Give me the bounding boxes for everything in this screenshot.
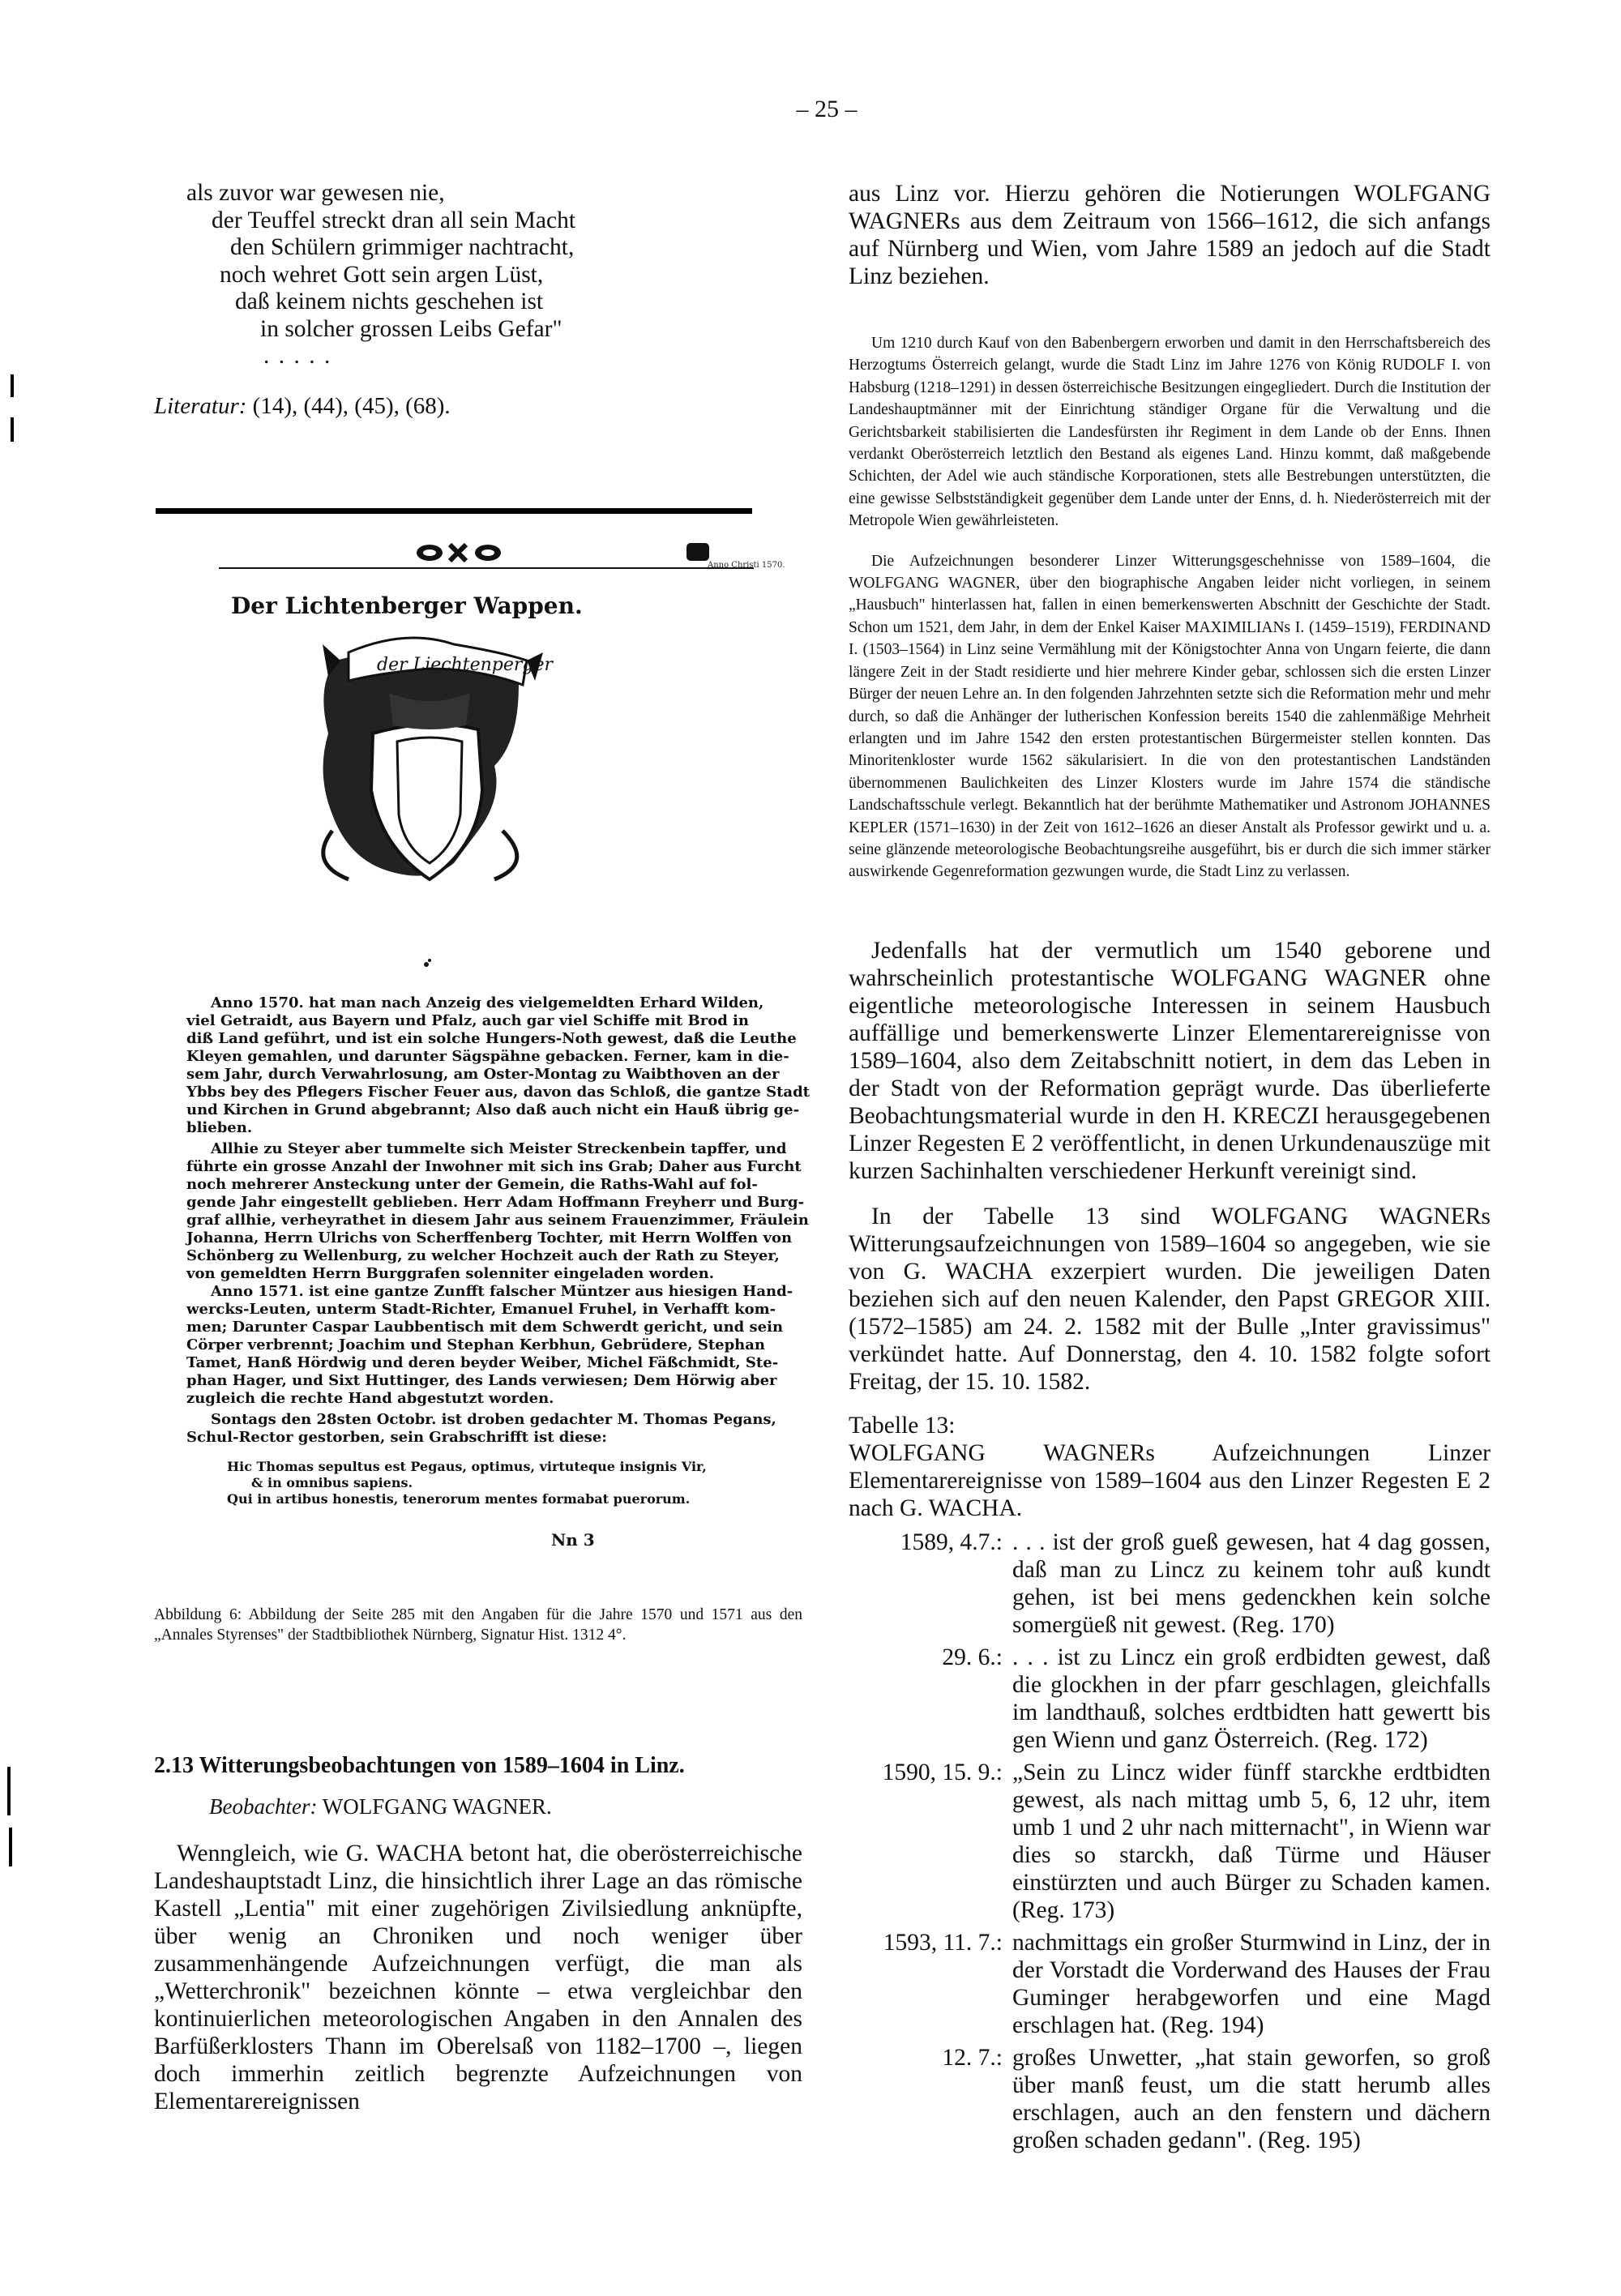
poem-line: der Teuffel streckt dran all sein Macht [212,207,576,233]
divider-rule [156,508,752,514]
banner-text: der Liechtenperger [377,655,554,675]
scan-line: noch mehrerer Ansteckung unter der Gemein, die Raths-Wahl auf fol- [186,1176,758,1193]
right-intro [849,180,1491,290]
scan-dot [424,962,429,967]
scan-line: Schönberg zu Wellenburg, zu welcher Hochzeit auch der Rath zu Steyer, [186,1247,780,1264]
scan-line: blieben. [186,1119,253,1136]
entry-text: nachmittags ein großer Sturmwind in Linz, der in der Vorstadt die Vorderwand des Hauses der Frau Guminger herabgeworfen und eine Magd erschlagen hat. (Reg. 194) [1012,1930,1491,2038]
margin-mark [11,417,14,442]
scan-line: Anno 1571. ist eine gantze Zunfft falscher Müntzer aus hiesigen Hand- [211,1283,793,1300]
left-column-text [154,1840,802,2115]
scan-line: Allhie zu Steyer aber tummelte sich Meister Streckenbein tapffer, und [211,1140,787,1157]
scan-line: Cörper verbrennt; Joachim und Stephan Kerbhun, Gebrüdere, Stephan [186,1336,766,1353]
scanned-annales-page [186,523,810,1576]
scan-line: gende Jahr eingestellt geblieben. Herr Adam Hoffmann Freyherr und Burg- [186,1194,805,1211]
paragraph: aus Linz vor. Hierzu gehören die Notierungen WOLFGANG WAGNERs aus dem Zeitraum von 1566–1612, die sich anfangs auf Nürnberg und Wien, vom Jahre 1589 an jedoch auf die Stadt Linz beziehen. [849,181,1491,289]
table-title: WOLFGANG WAGNERs Aufzeichnungen Linzer Elementarereignisse von 1589–1604 aus den Linzer Regesten E 2 nach G. WACHA. [849,1440,1491,1521]
page-number: – 25 – [796,96,858,122]
scan-line: Tamet, Hanß Hördwig und deren beyder Weiber, Michel Fäßchmidt, Ste- [186,1354,779,1371]
table-row [849,1644,1491,1759]
scan-line: Ybbs bey des Pflegers Fischer Feuer aus, davon das Schloß, die gantze Stadt [186,1084,810,1101]
poem-line: . . . . . [263,343,332,369]
literature-refs: (14), (44), (45), (68). [246,393,451,419]
figure-caption: Abbildung 6: Abbildung der Seite 285 mit den Angaben für die Jahre 1570 und 1571 aus den „Annales Styrenses" der Stadtbibliothek Nürnberg, Signatur Hist. 1312 4°. [154,1606,802,1644]
entry-text: . . . ist der groß gueß gewesen, hat 4 dag gossen, daß man zu Lincz zu keinem tohr auß kundt gehen, ist bei mens gedenckhen kein solche somergüeß nit gewest. (Reg. 170) [1012,1529,1491,1638]
entry-date: 12. 7.: [942,2045,1003,2071]
table-row [849,2044,1491,2159]
poem-line: noch wehret Gott sein argen Lüst, [220,261,544,288]
poem-line: in solcher grossen Leibs Gefar" [260,315,562,342]
scan-svg [186,523,810,1576]
scan-line: Anno 1570. hat man nach Anzeig des vielgemeldten Erhard Wilden, [211,994,764,1011]
margin-note: Anno Christi 1570. [708,561,785,570]
entry-text: „Sein zu Lincz wider fünff starckhe erdtbidten gewest, als nach mittag umb 5, 6, 12 uhr, item umb 1 und 2 uhr nach mitternacht", in Wienn war dies so starckh, daß Türme und Häuser einstürzten und auch Bürger zu Schaden kamen. (Reg. 173) [1012,1759,1491,1923]
poem-block [186,180,673,370]
scan-line: viel Getraidt, aus Bayern und Pfalz, auch gar viel Schiffe mit Brod in [186,1012,749,1029]
scan-line: Schul-Rector gestorben, sein Grabschrifft ist diese: [186,1429,607,1446]
table-row [849,1929,1491,2044]
poem-line: daß keinem nichts geschehen ist [235,289,544,314]
scan-catchword: Nn 3 [551,1530,595,1550]
small-paragraph: Die Aufzeichnungen besonderer Linzer Witterungsgeschehnisse von 1589–1604, die WOLFGANG WAGNER, über den biographische Angaben leider nicht vorliegen, in seinem „Hausbuch" hinterlassen hat, fallen in einen bemerkenswerten Abschnitt der Geschichte der Stadt. Schon um 1521, dem Jahr, in dem der Enkel Kaiser MAXIMILIANs I. (1459–1519), FERDINAND I. (1503–1564) in Linz seine Vermählung mit der Königstochter Anna von Ungarn feierte, die dann längere Zeit in der Stadt residierte und hier mehrere Kinder gebar, schlossen sich die ersten Linzer Bürger der neuen Lehre an. In den folgenden Jahrzehnten setzte sich die Reformation mehr und mehr durch, so daß die Anhänger der lutherischen Konfession bereits 1540 die zahlenmäßige Mehrheit erlangten und im Jahre 1542 den ersten protestantischen Bürgermeister stellen konnten. Das Minoritenkloster wurde 1562 säkularisiert. In die von den protestantischen Landständen übernommenen Baulichkeiten des Linzer Klosters wurde im Jahre 1574 die ständische Landschaftsschule verlegt. Bekanntlich hat der berühmte Mathematiker und Astronom JOHANNES KEPLER (1571–1630) in der Zeit von 1612–1626 an dieser Anstalt als Professor gewirkt und u. a. seine glänzende meteorologische Beobachtungsreihe ausgeführt, bis er durch die sich immer stärker auswirkende Gegenreformation gezwungen wurde, die Stadt Linz zu verlassen. [849,552,1491,881]
scan-line: diß Land geführt, und ist ein solche Hungers-Noth gewest, daß die Leuthe [186,1030,797,1047]
table-row [849,1759,1491,1929]
scan-line: Johanna, Herrn Ulrichs von Scherffenberg Tochter, mit Herrn Wolffen von [186,1229,793,1246]
margin-mark [9,1828,12,1866]
scan-line: phan Hager, und Sixt Huttinger, des Lands verwiesen; Dem Hörwig aber [186,1372,777,1389]
observer-line [209,1794,552,1819]
table-row [849,1529,1491,1644]
margin-mark [11,374,14,397]
weather-table [849,1529,1491,2159]
scan-line: Hic Thomas sepultus est Pegaus, optimus, virtuteque insignis Vir, [227,1459,707,1474]
scan-line: zugleich die rechte Hand abgestutzt worden. [186,1390,554,1407]
observer-name: WOLFGANG WAGNER. [317,1794,552,1819]
scan-title: Der Lichtenberger Wappen. [231,592,583,619]
scan-line: Qui in artibus honestis, tenerorum mentes formabat puerorum. [227,1491,691,1507]
paragraph: In der Tabelle 13 sind WOLFGANG WAGNERs Witterungsaufzeichnungen von 1589–1604 so angegeben, wie sie von G. WACHA exzerpiert wurden. Die jeweiligen Daten beziehen sich auf den neuen Kalender, den Papst GREGOR XIII. (1572–1585) am 24. 2. 1582 mit der Bulle „Inter gravissimus" verkündet hatte. Auf Donnerstag, den 4. 10. 1582 folgte sofort Freitag, der 15. 10. 1582. [849,1204,1491,1395]
ornament-icon [417,543,709,561]
entry-text: . . . ist zu Lincz ein groß erdbidten gewest, daß die glockhen in der pfarr geschlagen, gleichfalls im landthauß, solches erdtbidten hatt gewertt bis gen Wienn und ganz Österreich. (Reg. 172) [1012,1644,1491,1753]
scan-line: wercks-Leuten, unterm Stadt-Richter, Emanuel Fruhel, in Verhafft kom- [186,1301,776,1318]
poem-line: als zuvor war gewesen nie, [186,180,445,206]
scan-line: men; Darunter Caspar Laubbentisch mit dem Schwerdt gericht, und sein [186,1319,784,1336]
scan-line: und Kirchen in Grund abgebrannt; Also daß auch nicht ein Hauß übrig ge- [186,1101,800,1118]
entry-date: 1593, 11. 7.: [883,1930,1003,1956]
entry-date: 29. 6.: [942,1644,1003,1670]
scan-line: Sontags den 28sten Octobr. ist droben gedachter M. Thomas Pegans, [211,1411,776,1428]
entry-date: 1589, 4.7.: [900,1529,1003,1555]
section-heading: 2.13 Witterungsbeobachtungen von 1589–1604 in Linz. [154,1753,685,1778]
paragraph: Jedenfalls hat der vermutlich um 1540 geborene und wahrscheinlich protestantische WOLFGANG WAGNER ohne eigentliche meteorologische Interessen in seinem Hausbuch auffällige und bemerkenswerte Linzer Elementarereignisse von 1589–1604, also dem Zeitabschnitt notiert, in dem das Leben in der Stadt von der Reformation geprägt wurde. Das überlieferte Beobachtungsmaterial wurde in den H. KRECZI herausgegebenen Linzer Regesten E 2 veröffentlicht, in denen Urkundenauszüge mit kurzen Sachinhalten verschiedener Herkunft vereinigt sind. [849,938,1491,1184]
entry-text: großes Unwetter, „hat stain geworfen, so groß über manß feust, um die statt herumb alles erschlagen, auch an den fenstern und dächern großen schaden gedann". (Reg. 195) [1012,2045,1491,2153]
paragraph: Wenngleich, wie G. WACHA betont hat, die oberösterreichische Landeshauptstadt Linz, die hinsichtlich ihrer Lage an das römische Kastell „Lentia" mit einer zugehörigen Zivilsiedlung anknüpfte, über wenig an Chroniken und noch weniger über zusammenhängende Aufzeichnungen verfügt, die man als „Wetterchronik" bezeichnen könnte – etwa vergleichbar den kontinuierlichen meteorologischen Angaben in den Annalen des Barfüßerklosters Thann im Oberelsaß von 1182–1700 –, liegen doch immerhin zeitlich begrenzte Aufzeichnungen von Elementarereignissen [154,1841,802,2114]
right-main-text [849,937,1491,2159]
margin-mark [7,1767,11,1815]
small-print-block [849,332,1491,883]
scan-line: führte ein grosse Anzahl der Inwohner mit sich ins Grab; Daher aus Furcht [186,1158,802,1175]
scan-line: & in omnibus sapiens. [251,1475,413,1490]
scan-text [185,994,810,1550]
literature-label: Literatur: [154,393,247,419]
observer-label: Beobachter: [209,1794,318,1819]
scan-line: graf allhie, verheyrathet in diesem Jahr aus seinem Frauenzimmer, Fräulein [186,1212,809,1229]
entry-date: 1590, 15. 9.: [882,1759,1003,1785]
scan-line: sem Jahr, durch Verwahrlosung, am Oster-Montag zu Waibthoven an der [186,1066,780,1083]
scan-dot [428,959,431,962]
literature-line [154,393,451,420]
coat-of-arms-icon [323,638,554,879]
poem-line: den Schülern grimmiger nachtracht, [230,234,575,260]
small-paragraph: Um 1210 durch Kauf von den Babenbergern erworben und damit in den Herrschaftsbereich des Herzogtums Österreich gelangt, wurde die Stadt Linz im Jahre 1276 von König RUDOLF I. von Habsburg (1218–1291) in dessen österreichische Besitzungen eingegliedert. Durch die Institution der Landeshauptmänner mit der Einrichtung ständiger Organe für die Verwaltung und die Gerichtsbarkeit stabilisierten die Landesfürsten ihr Regiment in dem Lande ob der Enns. Ihnen verdankt Oberösterreich letztlich den Bestand als eigenes Land. Hinzu kommt, daß maßgebende Schichten, der Adel wie auch ständische Korporationen, stets alle Bestrebungen unterstützten, die eine gewisse Selbstständigkeit gegenüber dem Lande unter der Enns, d. h. Niederösterreich mit der Metropole Wien gewährleisteten. [849,335,1491,530]
scan-line: von gemeldten Herrn Burggrafen solenniter eingeladen worden. [186,1265,714,1282]
scan-line: Kleyen gemahlen, und darunter Sägspähne gebacken. Ferner, kam in die- [186,1048,789,1065]
table-label: Tabelle 13: [849,1413,956,1439]
